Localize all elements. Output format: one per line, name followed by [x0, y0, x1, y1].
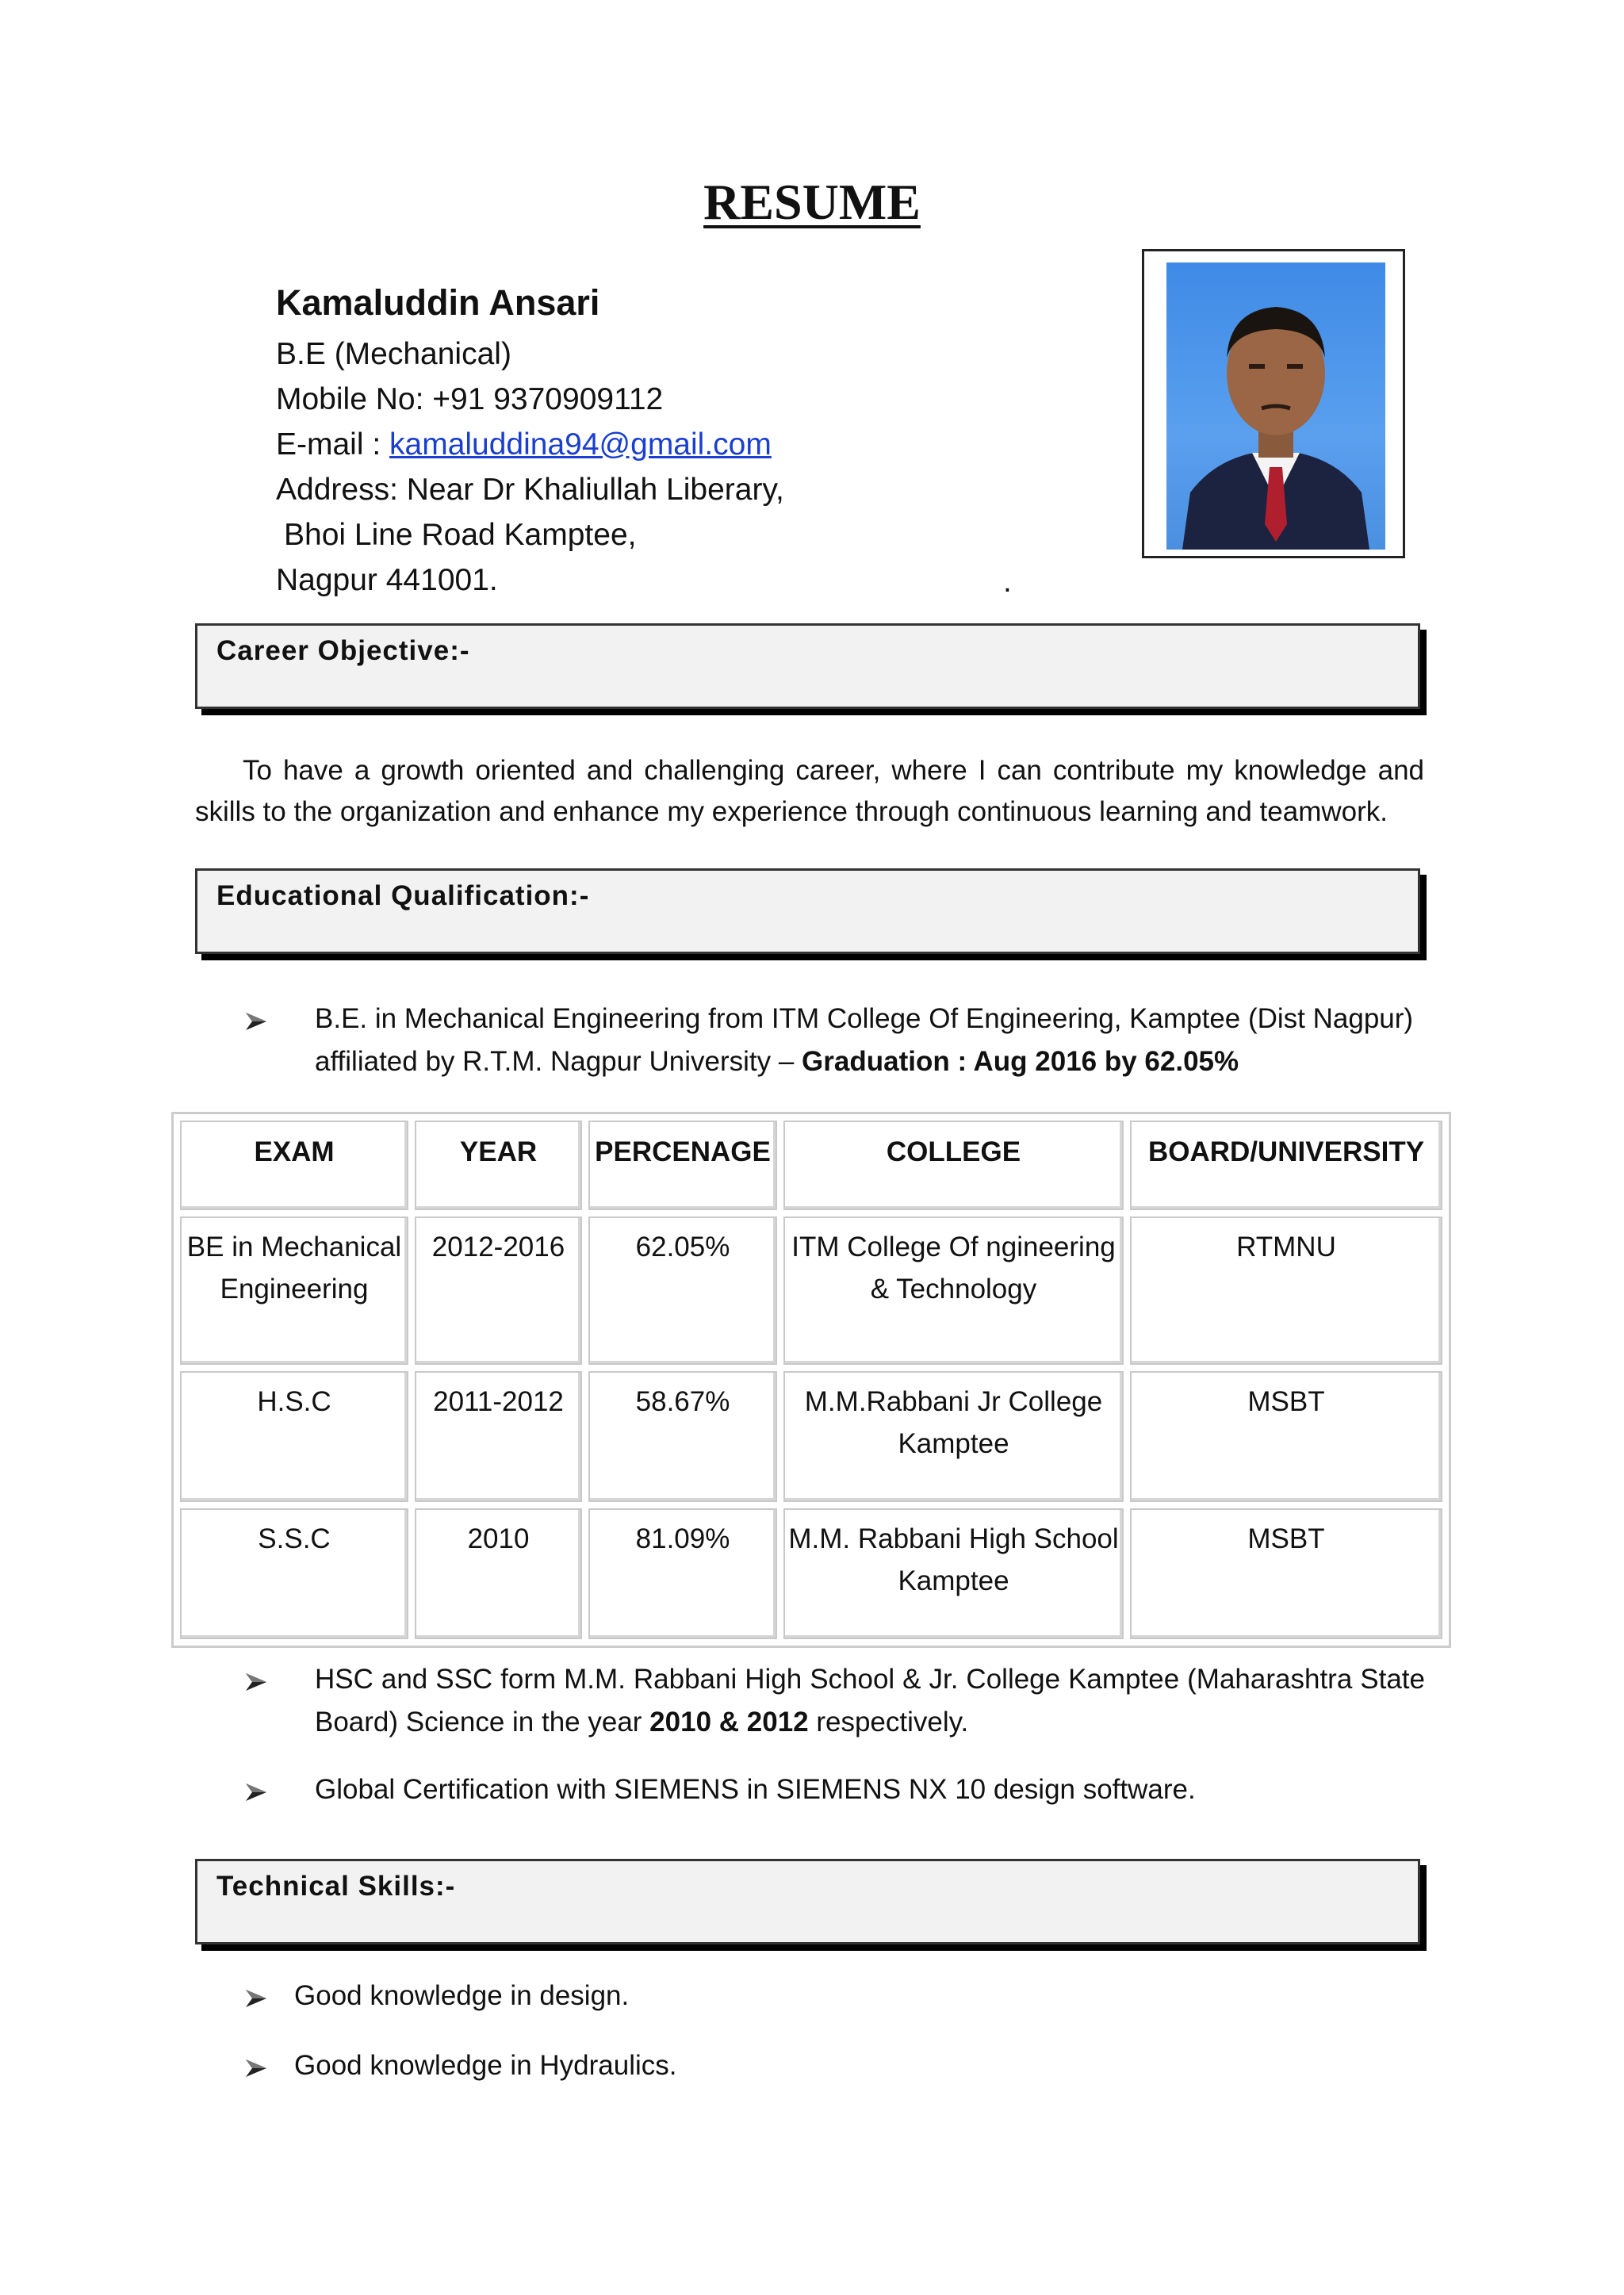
cell-board: MSBT	[1130, 1371, 1442, 1502]
certification-note: Global Certification with SIEMENS in SIEMENS NX 10 design software.	[315, 1774, 1196, 1805]
address-line-1: Address: Near Dr Khaliullah Liberary,	[276, 473, 784, 507]
cell-exam: BE in Mechanical Engineering	[180, 1216, 408, 1365]
resume-title: RESUME	[703, 174, 921, 230]
col-board: BOARD/UNIVERSITY	[1130, 1121, 1442, 1210]
email-row	[276, 422, 784, 467]
cell-college: M.M.Rabbani Jr College Kamptee	[783, 1371, 1124, 1502]
hsc-ssc-note	[315, 1658, 1425, 1744]
degree: B.E (Mechanical)	[276, 337, 511, 371]
arrow-bullet-icon	[244, 1987, 268, 2010]
education-table	[171, 1112, 1451, 1648]
col-percentage: PERCENAGE	[588, 1121, 777, 1210]
technical-skills-heading: Technical Skills:-	[216, 1871, 456, 1902]
cell-percentage: 62.05%	[588, 1216, 777, 1365]
graduation-highlight: Graduation : Aug 2016 by 62.05%	[802, 1046, 1239, 1077]
email-label: E-mail :	[276, 427, 390, 462]
cell-college: M.M. Rabbani High School Kamptee	[783, 1508, 1124, 1639]
note1-years: 2010 & 2012	[649, 1707, 809, 1738]
career-objective-paragraph: To have a growth oriented and challenging career, where I can contribute my knowledge and skills to the organization and enhance my experience through continuous learning and teamwork.	[195, 755, 1424, 827]
cell-year: 2010	[415, 1508, 582, 1639]
cell-exam: H.S.C	[180, 1371, 408, 1502]
education-intro-text: B.E. in Mechanical Engineering from ITM College Of Engineering, Kamptee (Dist Nagpur) affiliated by R.T.M. Nagpur University –	[315, 1003, 1414, 1077]
note1-text: HSC and SSC form M.M. Rabbani High School & Jr. College Kamptee (Maharashtra State Board) Science in the year	[315, 1664, 1425, 1738]
photo-frame	[1142, 249, 1405, 558]
address-line-3: Nagpur 441001.	[276, 563, 498, 597]
career-objective-heading: Career Objective:-	[216, 635, 470, 666]
arrow-bullet-icon	[244, 1010, 268, 1033]
cell-board: RTMNU	[1130, 1216, 1442, 1365]
skill-item: Good knowledge in design.	[294, 1980, 630, 2011]
arrow-bullet-icon	[244, 2056, 268, 2080]
trailing-dot: .	[1003, 565, 1012, 599]
note1-tail: respectively.	[808, 1707, 969, 1738]
col-college: COLLEGE	[783, 1121, 1124, 1210]
contact-block	[276, 279, 784, 603]
education-intro	[315, 998, 1425, 1083]
mobile: Mobile No: +91 9370909112	[276, 382, 664, 416]
arrow-bullet-icon	[244, 1670, 268, 1694]
cell-year: 2012-2016	[415, 1216, 582, 1365]
col-exam: EXAM	[180, 1121, 408, 1210]
cell-college: ITM College Of ngineering & Technology	[783, 1216, 1124, 1365]
table-header-row	[180, 1121, 1442, 1210]
career-objective-header	[195, 623, 1420, 709]
cell-percentage: 58.67%	[588, 1371, 777, 1502]
career-objective-text	[195, 750, 1424, 833]
cell-year: 2011-2012	[415, 1371, 582, 1502]
profile-photo	[1166, 262, 1385, 550]
cell-exam: S.S.C	[180, 1508, 408, 1639]
address-line-2: Bhoi Line Road Kamptee,	[284, 518, 637, 552]
table-row	[180, 1508, 1442, 1639]
table-row	[180, 1371, 1442, 1502]
candidate-name: Kamaluddin Ansari	[276, 282, 600, 323]
education-heading: Educational Qualification:-	[216, 880, 590, 911]
table-row	[180, 1216, 1442, 1365]
email-link[interactable]: kamaluddina94@gmail.com	[389, 427, 772, 462]
arrow-bullet-icon	[244, 1780, 268, 1804]
education-header	[195, 868, 1420, 954]
col-year: YEAR	[415, 1121, 582, 1210]
cell-board: MSBT	[1130, 1508, 1442, 1639]
cell-percentage: 81.09%	[588, 1508, 777, 1639]
skill-item: Good knowledge in Hydraulics.	[294, 2050, 677, 2081]
technical-skills-header	[195, 1859, 1420, 1944]
